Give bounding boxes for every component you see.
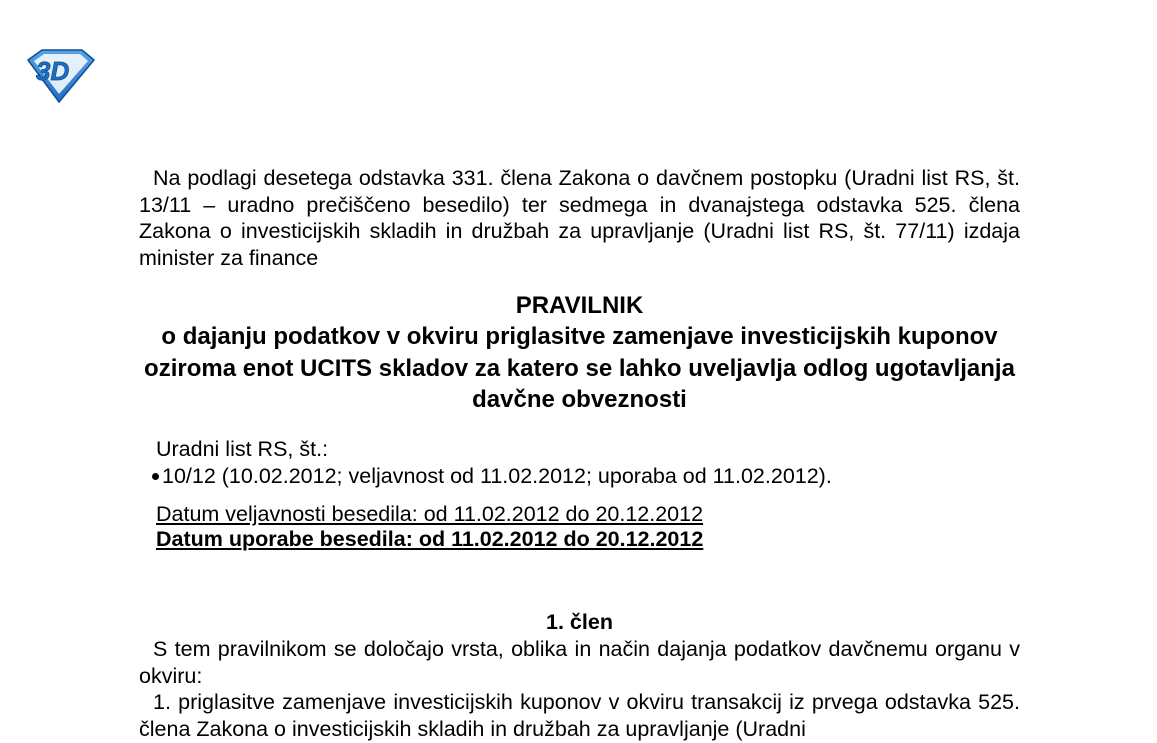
application-date: Datum uporabe besedila: od 11.02.2012 do 20.12.2012 bbox=[156, 526, 704, 551]
company-logo bbox=[22, 46, 96, 104]
gazette-entry-text: 10/12 (10.02.2012; veljavnost od 11.02.2012; uporaba od 11.02.2012). bbox=[162, 463, 832, 488]
regulation-subtitle: o dajanju podatkov v okviru priglasitve zamenjave investicijskih kuponov oziroma enot UCITS skladov za katero se lahko uveljavlja odlog ugotavljanja davčne obveznosti bbox=[144, 323, 1015, 414]
bullet-icon bbox=[152, 473, 159, 480]
article-paragraph: S tem pravilnikom se določajo vrsta, oblika in način dajanja podatkov davčnemu organu v okviru: bbox=[139, 636, 1020, 688]
validity-date: Datum veljavnosti besedila: od 11.02.2012 do 20.12.2012 bbox=[156, 501, 704, 526]
dates-block bbox=[156, 502, 1020, 552]
intro-paragraph: Na podlagi desetega odstavka 331. člena Zakona o davčnem postopku (Uradni list RS, št. 13/11 – uradno prečiščeno besedilo) ter sedmega in dvanajstega odstavka 525. člena Zakona o investicijskih skladih in družbah za upravljanje (Uradni list RS, št. 77/11) izdaja minister za finance bbox=[139, 166, 1020, 271]
article-list-item: 1. priglasitve zamenjave investicijskih kuponov v okviru transakcij iz prvega odstavka 525. člena Zakona o investicijskih skladih in družbah za upravljanje (Uradni bbox=[139, 690, 1020, 741]
document-body bbox=[139, 165, 1020, 743]
logo-mark: 3D bbox=[36, 56, 70, 86]
regulation-title: PRAVILNIK bbox=[515, 291, 644, 319]
gazette-entry[interactable] bbox=[152, 463, 1020, 490]
gazette-label: Uradni list RS, št.: bbox=[156, 436, 329, 461]
article-heading: 1. člen bbox=[546, 609, 613, 634]
